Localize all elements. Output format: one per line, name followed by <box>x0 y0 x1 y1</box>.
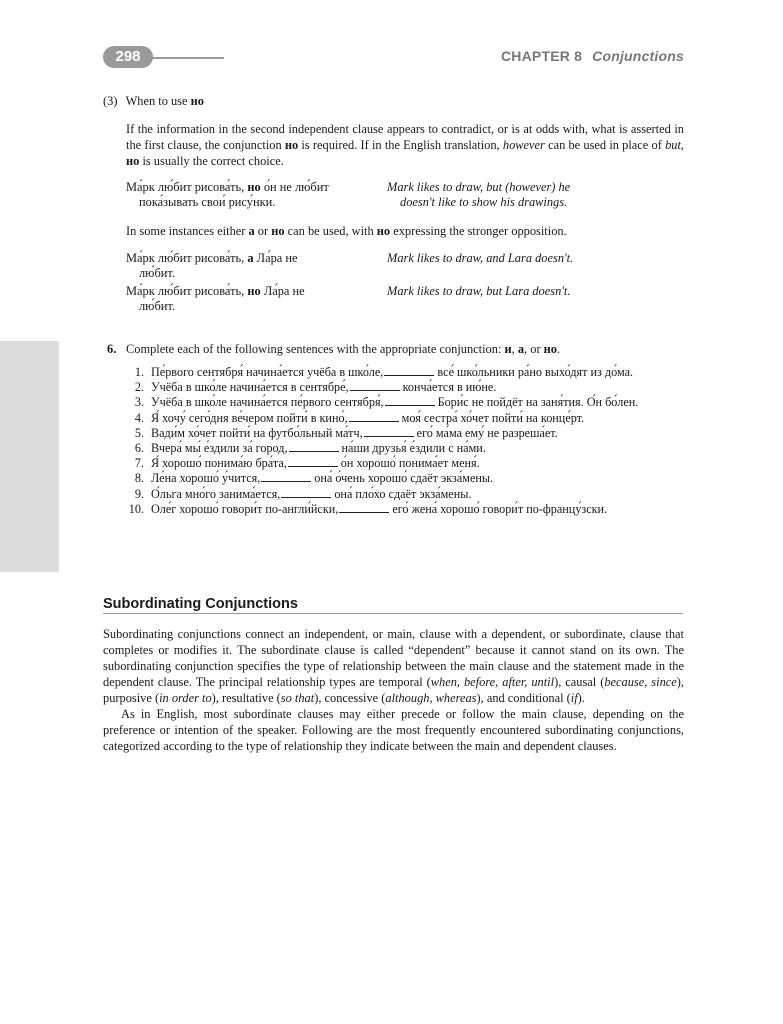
exercise-item-clause-b: моя́ сестра́ хо́чет пойти́ на конце́рт. <box>401 410 585 425</box>
exercise-item-clause-b: Бори́с не пойдёт на заня́тия. О́н бо́лен. <box>437 395 639 410</box>
exercise-item-number: 6. <box>134 441 144 456</box>
answer-blank[interactable] <box>384 365 434 376</box>
example-3-conjunction: но <box>247 284 261 298</box>
exercise-item-clause-a: Я́ хорошо́ понима́ю бра́та, <box>151 456 287 471</box>
exercise-item-clause-a: Я́ хочу́ сего́дня ве́чером пойти́ в кино́, <box>151 410 348 425</box>
example-3-ru-part: Ма́рк лю́бит рисова́ть, <box>126 284 248 298</box>
text-run: In some instances either <box>126 224 249 238</box>
instruction-text: Complete each of the following sentences with the appropriate conjunction: <box>126 342 505 356</box>
exercise-item-clause-b: все́ шко́льники ра́но выхо́дят из до́ма. <box>437 365 634 379</box>
example-3-ru-line2: лю́бит. <box>139 299 175 313</box>
text-run: а <box>248 224 255 238</box>
exercise-item <box>126 380 686 395</box>
text-run: но <box>284 138 299 152</box>
example-2-conjunction: а <box>247 251 254 265</box>
exercise-item-number: 3. <box>134 395 144 410</box>
answer-blank[interactable] <box>289 441 339 452</box>
exercise-item-clause-b: его́ жена́ хорошо́ говори́т по-францу́зски. <box>392 501 608 516</box>
rule-paragraph <box>126 121 684 169</box>
answer-blank[interactable] <box>288 456 338 467</box>
option-a: а <box>517 342 525 356</box>
option-i: и <box>504 342 512 356</box>
exercise-item <box>126 502 686 517</box>
text-run: can be used, with <box>284 224 377 238</box>
section-paragraph-2: As in English, most subordinate clauses may either precede or follow the main clause, depending on the preference or intention of the speaker. Following are the most frequently encountered subordinating conjunctions, categorized according to the type of relationship they indicate between the main and dependent clauses. <box>103 707 684 753</box>
text-run: is usually the correct choice. <box>139 154 284 168</box>
exercise-item-number: 1. <box>134 365 144 379</box>
exercise-item-clause-b: конча́ется в ию́не. <box>402 380 497 395</box>
exercise-item-clause-b: его́ ма́ма ему́ не разреша́ет. <box>416 425 558 440</box>
exercise-item-clause-a: Пе́рвого сентября́ начина́ется учёба в шко́ле, <box>151 365 384 379</box>
instruction-sep: , <box>511 342 518 356</box>
subsection-label: (3) <box>103 94 118 108</box>
example-1-en-line2: doesn't like to show his drawings. <box>400 195 568 209</box>
text-run: can be used in place of <box>544 138 666 152</box>
exercise-item-clause-a: Вчера́ мы́ е́здили за́ город, <box>151 441 288 456</box>
exercise-item-clause-a: Учёба в шко́ле начина́ется пе́рвого сентября́, <box>151 395 384 410</box>
instruction-sep: , or <box>524 342 544 356</box>
example-1-english <box>387 180 667 210</box>
text-run: ), and conditional ( <box>476 691 571 705</box>
example-2-ru-line2: лю́бит. <box>139 266 175 280</box>
example-3-english: Mark likes to draw, but Lara doesn't. <box>387 284 571 298</box>
exercise-item-number: 9. <box>134 486 144 501</box>
text-run: ), concessive ( <box>314 691 386 705</box>
text-run: however <box>502 138 545 152</box>
answer-blank[interactable] <box>349 411 399 422</box>
exercise-item-number: 8. <box>134 471 144 486</box>
subsection-title-word: но <box>190 94 204 108</box>
text-run: so that <box>280 691 315 705</box>
answer-blank[interactable] <box>364 426 414 437</box>
exercise-instruction <box>126 341 686 357</box>
example-2-ru-part: Ма́рк лю́бит рисова́ть, <box>126 251 248 265</box>
instruction-end: . <box>557 342 561 356</box>
exercise-item <box>126 471 686 486</box>
text-run: Subordinating conjunctions connect an independent, or main, clause with a dependent, or subordinate, clause that completes or modifies it. The subordinate clause is called “dependent” because it cannot stand on its own. The subordinating conjunction specifies the type of relationship between the main clause and the statement made in the dependent clause. The principal relationship types are temporal ( <box>103 627 684 689</box>
example-1-ru-part: Ма́рк лю́бит рисова́ть, <box>126 180 248 194</box>
exercise-item <box>126 456 686 471</box>
exercise-item <box>126 395 686 410</box>
text-run: ), causal ( <box>554 675 605 689</box>
exercise-item <box>126 487 686 502</box>
answer-blank[interactable] <box>281 487 331 498</box>
section-paragraph-1 <box>103 626 684 706</box>
text-run: но <box>271 224 285 238</box>
answer-blank[interactable] <box>261 471 311 482</box>
text-run: expressing the stronger opposition. <box>390 224 567 238</box>
subsection-heading <box>103 93 204 109</box>
text-run: when, before, after, until <box>430 675 555 689</box>
exercise-item-clause-a: Ле́на хорошо́ у́чится, <box>151 471 261 486</box>
chapter-title: Conjunctions <box>592 48 684 64</box>
exercise-item-number: 10. <box>128 501 144 516</box>
exercise-item-number: 2. <box>134 380 144 395</box>
exercise-item-number: 5. <box>134 425 144 440</box>
exercise-item <box>126 365 686 380</box>
answer-blank[interactable] <box>385 395 435 406</box>
text-run: is required. If in the English translation, <box>298 138 503 152</box>
section-body <box>103 626 684 754</box>
example-1-en-line1: Mark likes to draw, but (however) he <box>387 180 571 194</box>
example-1-conjunction: но <box>247 180 261 194</box>
example-3-ru-part: Ла́ра не <box>260 284 305 298</box>
exercise-list <box>126 365 686 517</box>
option-no: но <box>543 342 558 356</box>
running-head <box>501 48 684 64</box>
page-number: 298 <box>103 46 153 68</box>
example-1-ru-part: о́н не лю́бит <box>260 180 329 194</box>
text-run: ). <box>577 691 585 705</box>
example-2-russian <box>126 251 381 281</box>
section-title: Subordinating Conjunctions <box>103 596 683 614</box>
text-run: но <box>376 224 391 238</box>
answer-blank[interactable] <box>339 502 389 513</box>
exercise-item-number: 4. <box>134 410 144 425</box>
exercise-item-clause-a: Оле́г хорошо́ говори́т по-англи́йски, <box>151 501 339 516</box>
exercise-item <box>126 441 686 456</box>
exercise-item-clause-a: Учёба в шко́ле начина́ется в сентябре́, <box>151 380 349 395</box>
text-run: но <box>126 154 140 168</box>
header-rule <box>152 57 224 59</box>
chapter-label: CHAPTER 8 <box>501 48 583 64</box>
exercise-item <box>126 411 686 426</box>
exercise-item <box>126 426 686 441</box>
text-run: because, since <box>604 675 677 689</box>
example-1-ru-line2: пока́зывать свои́ рису́нки. <box>139 195 276 209</box>
either-paragraph <box>126 223 684 239</box>
example-1-russian <box>126 180 381 210</box>
exercise-item-clause-a: Вади́м хо́чет пойти́ на футбо́льный ма́тч, <box>151 425 363 440</box>
text-run: If the information in the second independent clause appears to contradict, or is at odds with, what is asserted in the first clause, the conjunction <box>126 122 684 152</box>
exercise-item-clause-b: она́ о́чень хорошо́ сдаёт экза́мены. <box>314 471 494 486</box>
text-run: ), resultative ( <box>211 691 281 705</box>
example-2-english: Mark likes to draw, and Lara doesn't. <box>387 251 574 265</box>
exercise-number <box>107 341 116 357</box>
text-run: ), purposive ( <box>103 675 684 705</box>
subsection-title: When to use <box>125 94 191 108</box>
example-2-ru-part: Ла́ра не <box>253 251 298 265</box>
exercise-item-clause-a: О́льга мно́го занима́ется, <box>151 486 281 501</box>
exercise-item-clause-b: на́ши друзья́ е́здили с на́ми. <box>341 441 486 456</box>
exercise-item-clause-b: она́ пло́хо сдаёт экза́мены. <box>334 486 472 501</box>
exercise-number-label: 6. <box>107 342 117 356</box>
example-3-russian <box>126 284 381 314</box>
answer-blank[interactable] <box>350 380 400 391</box>
text-run: although, whereas <box>385 691 477 705</box>
side-tab <box>0 341 59 572</box>
text-run: but, <box>665 138 684 152</box>
exercise-item-clause-b: о́н хорошо́ понима́ет меня́. <box>340 456 480 471</box>
text-run: in order to <box>159 691 212 705</box>
exercise-item-number: 7. <box>134 456 144 471</box>
text-run: or <box>254 224 272 238</box>
text-run: if <box>570 691 578 705</box>
